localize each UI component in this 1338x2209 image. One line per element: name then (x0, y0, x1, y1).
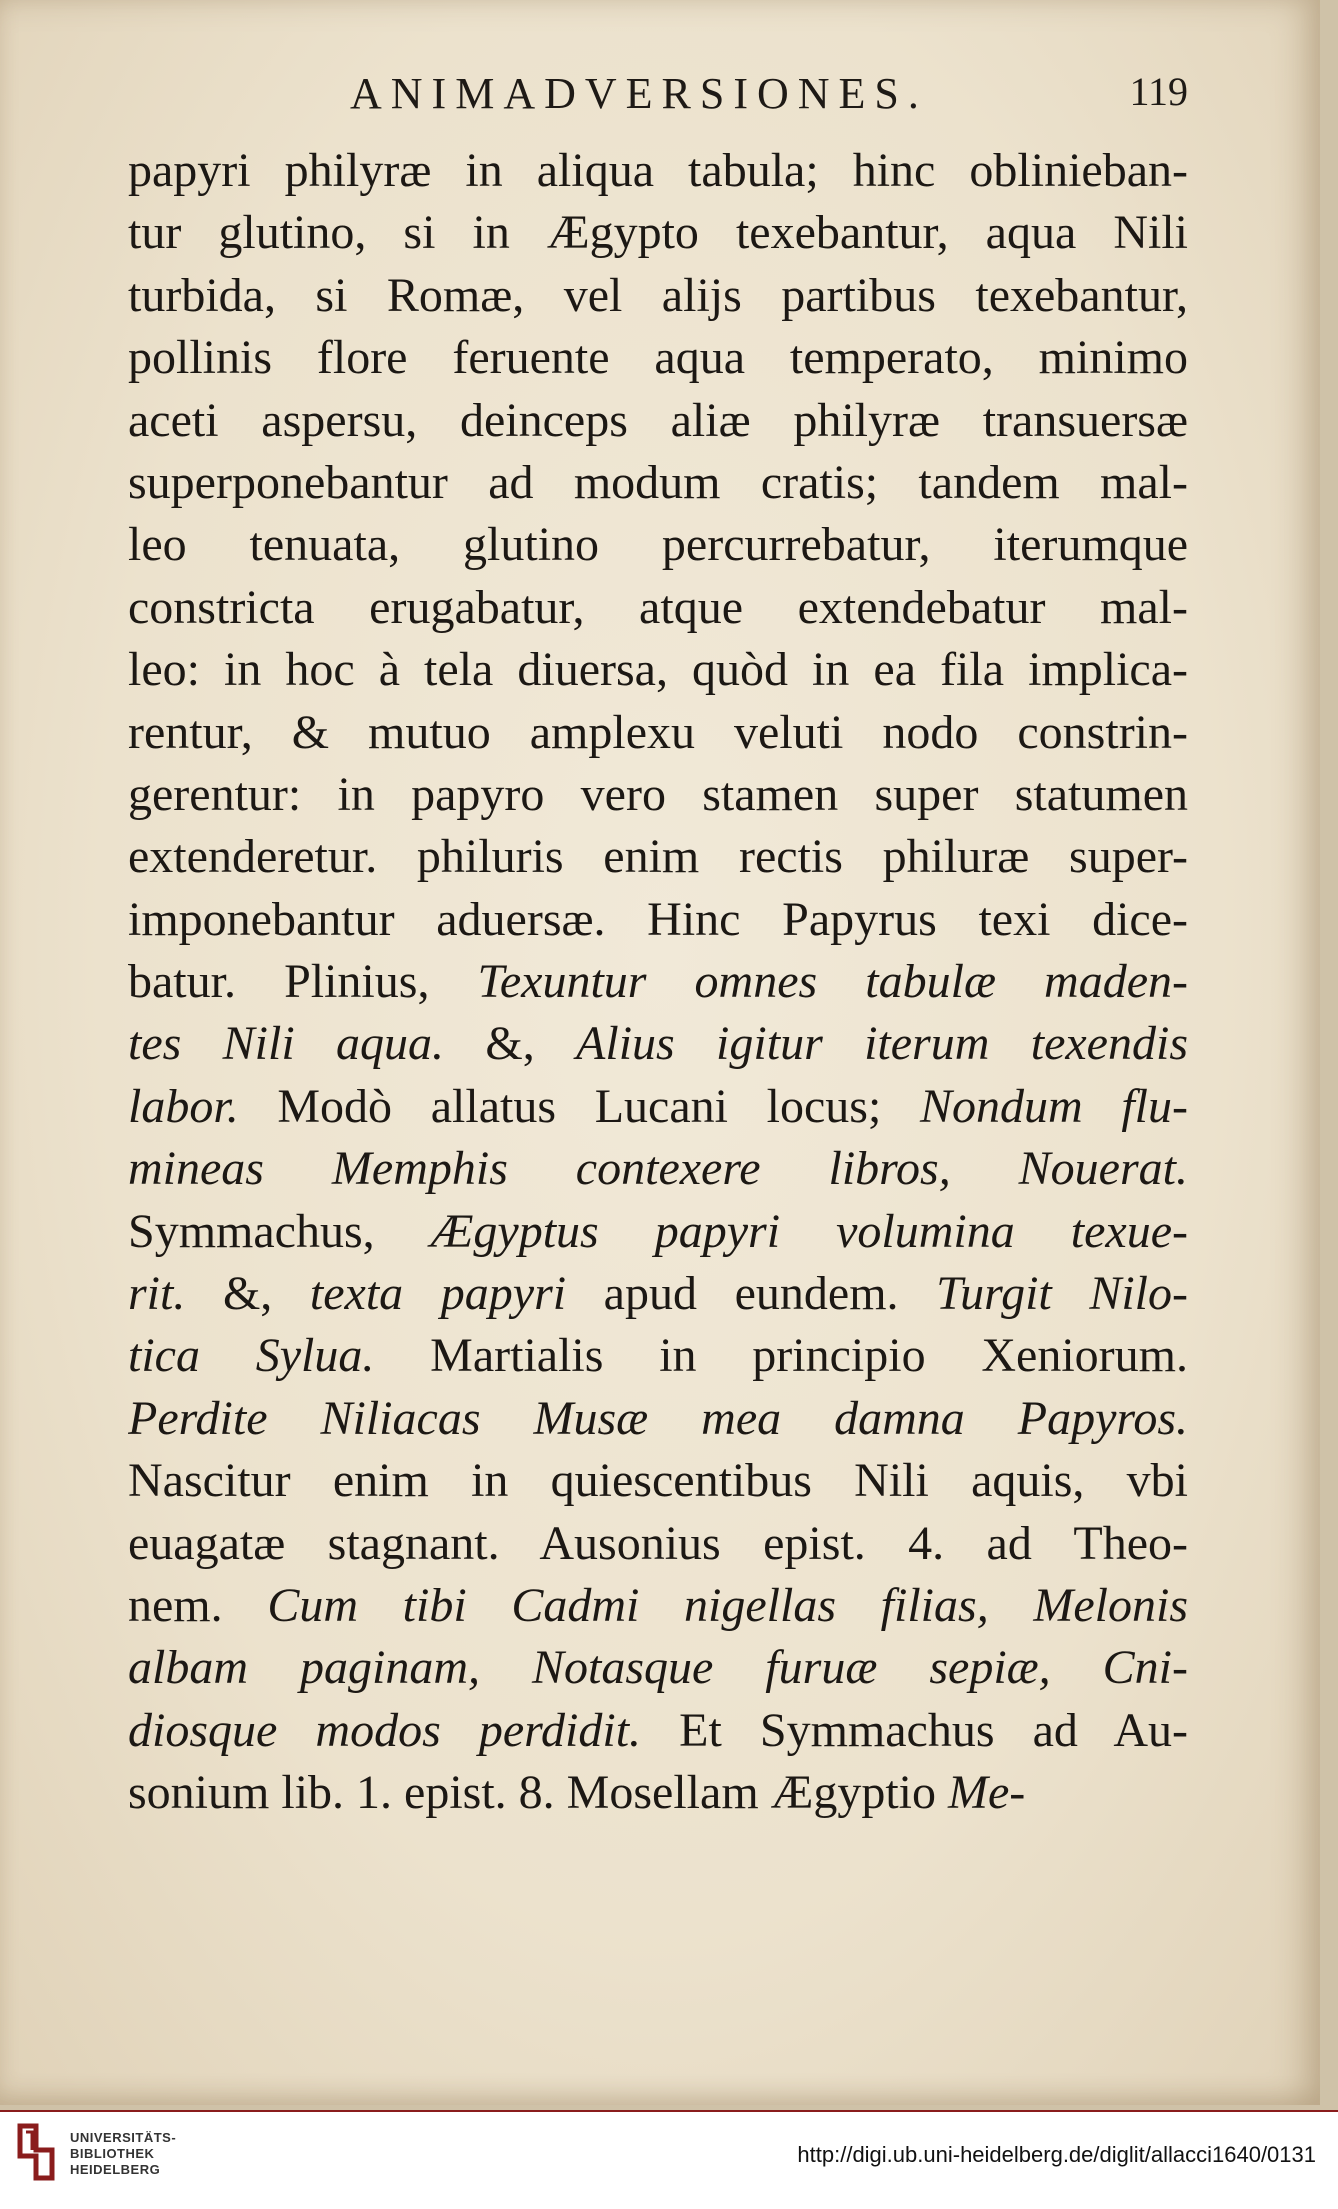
library-name-line: UNIVERSITÄTS- (70, 2130, 177, 2145)
text-segment: &, (185, 1267, 310, 1321)
text-segment: papyri philyræ in aliqua tabula; hinc oblinieban- (128, 144, 1188, 197)
text-line (128, 764, 1188, 826)
italic-quote: Alius igitur iterum texendis (576, 1017, 1188, 1071)
text-segment: Symmachus, (128, 1204, 431, 1258)
text-line (128, 1762, 1188, 1824)
text-line (128, 1201, 1188, 1263)
text-line (128, 1325, 1188, 1387)
text-segment: gerentur: in papyro vero stamen super statumen (128, 767, 1188, 821)
text-line (128, 1513, 1188, 1575)
text-segment: Modò allatus Lucani locus; (238, 1079, 920, 1133)
italic-quote: Turgit Nilo- (936, 1267, 1188, 1321)
library-logo-icon (14, 2122, 58, 2182)
library-name-line: BIBLIOTHEK (70, 2146, 155, 2161)
text-segment: apud eundem. (566, 1267, 937, 1321)
text-line (128, 1575, 1188, 1637)
text-line (128, 1450, 1188, 1512)
italic-quote: tica Sylua. (128, 1329, 375, 1383)
italic-quote: Texuntur omnes tabulæ maden- (477, 955, 1188, 1009)
text-line (128, 577, 1188, 639)
text-segment: tur glutino, si in Ægypto texebantur, aqua Nili (128, 206, 1188, 260)
text-line (128, 1076, 1188, 1138)
page-number: 119 (1129, 69, 1188, 114)
text-segment: extenderetur. philuris enim rectis philuræ super- (128, 830, 1188, 884)
text-line (128, 514, 1188, 576)
running-title: ANIMADVERSIONES. (350, 69, 928, 118)
text-segment: batur. Plinius, (128, 955, 478, 1009)
text-segment: Martialis in principio Xeniorum. (374, 1329, 1188, 1383)
text-segment: nem. (128, 1578, 268, 1632)
text-line (128, 1388, 1188, 1450)
text-segment: leo: in hoc à tela diuersa, quòd in ea fila implica- (128, 643, 1188, 697)
text-line (128, 826, 1188, 888)
italic-quote: texta papyri (309, 1267, 567, 1321)
text-segment: Et Symmachus ad Au- (641, 1703, 1188, 1757)
text-line (128, 140, 1188, 202)
library-footer (0, 2110, 1338, 2209)
italic-quote: tes Nili aqua. (128, 1017, 445, 1071)
library-name-line: HEIDELBERG (70, 2162, 161, 2177)
text-line (128, 889, 1188, 951)
text-segment: Nascitur enim in quiescentibus Nili aquis, vbi (128, 1454, 1188, 1508)
text-segment: imponebantur aduersæ. Hinc Papyrus texi dice- (128, 892, 1188, 946)
text-segment: euagatæ stagnant. Ausonius epist. 4. ad Theo- (128, 1516, 1188, 1570)
italic-quote: Me- (948, 1766, 1026, 1820)
text-segment: rentur, & mutuo amplexu veluti nodo constrin- (128, 705, 1188, 759)
text-line (128, 639, 1188, 701)
text-segment: leo tenuata, glutino percurrebatur, iterumque (128, 518, 1188, 572)
italic-quote: albam paginam, Notasque furuæ sepiæ, Cni- (128, 1641, 1188, 1695)
text-line (128, 1138, 1188, 1200)
text-line (128, 390, 1188, 452)
text-segment: pollinis flore feruente aqua temperato, minimo (128, 331, 1188, 385)
text-segment: constricta erugabatur, atque extendebatur mal- (128, 580, 1188, 634)
text-line (128, 1263, 1188, 1325)
text-line (128, 702, 1188, 764)
italic-quote: Nondum flu- (919, 1079, 1188, 1133)
text-line (128, 202, 1188, 264)
text-line (128, 327, 1188, 389)
text-segment: superponebantur ad modum cratis; tandem mal- (128, 455, 1188, 509)
text-line (128, 1700, 1188, 1762)
italic-quote: Ægyptus papyri volumina texue- (430, 1204, 1188, 1258)
library-name (70, 2130, 176, 2178)
text-line (128, 1013, 1188, 1075)
text-segment: sonium lib. 1. epist. 8. Mosellam Ægyptio (128, 1766, 949, 1820)
running-head (128, 68, 1188, 138)
italic-quote: rit. (128, 1267, 186, 1321)
text-line (128, 265, 1188, 327)
text-line (128, 1637, 1188, 1699)
italic-quote: Cum tibi Cadmi nigellas filias, Melonis (267, 1578, 1188, 1632)
italic-quote: mineas Memphis contexere libros, Nouerat. (128, 1142, 1188, 1196)
text-segment: aceti aspersu, deinceps aliæ philyræ transuersæ (128, 393, 1188, 447)
italic-quote: Perdite Niliacas Musæ mea damna Papyros. (128, 1391, 1188, 1445)
text-segment: &, (444, 1017, 577, 1071)
text-block (128, 140, 1188, 1825)
italic-quote: labor. (128, 1079, 239, 1133)
source-url-link[interactable]: http://digi.ub.uni-heidelberg.de/diglit/allacci1640/0131 (797, 2142, 1316, 2167)
text-line (128, 452, 1188, 514)
text-segment: turbida, si Romæ, vel alijs partibus texebantur, (128, 268, 1188, 322)
italic-quote: diosque modos perdidit. (128, 1703, 642, 1757)
text-line (128, 951, 1188, 1013)
